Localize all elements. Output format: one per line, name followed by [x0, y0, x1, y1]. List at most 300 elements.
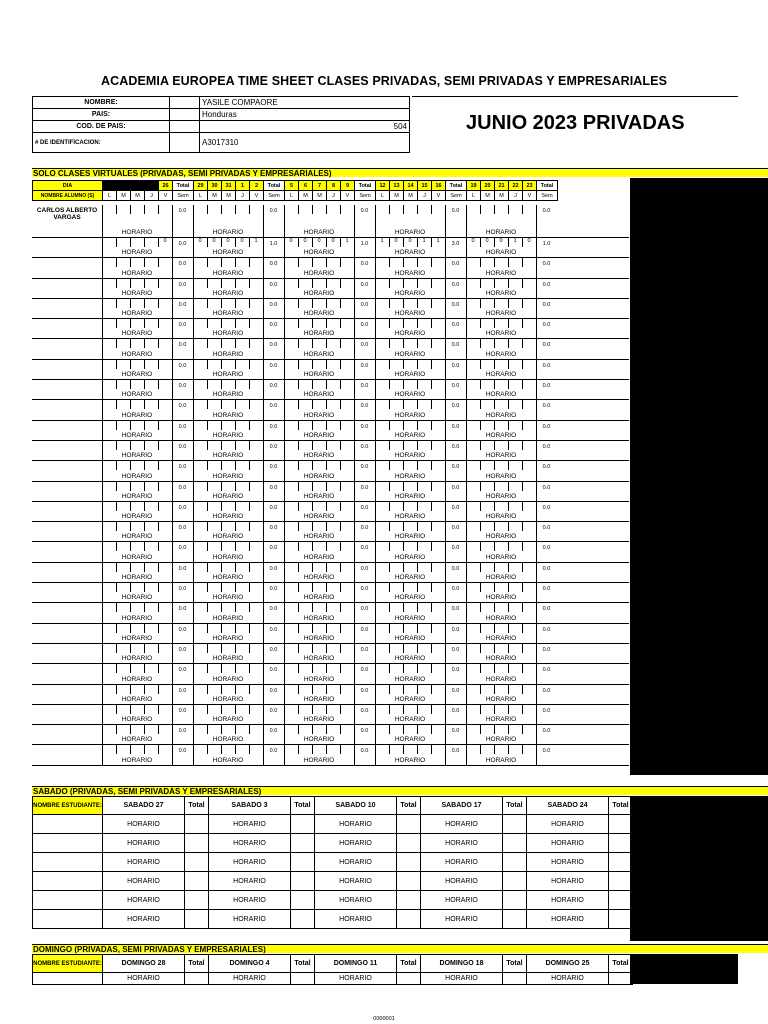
day-divider [312, 725, 313, 734]
weekend-total-cell[interactable] [185, 891, 209, 910]
day-divider [403, 319, 404, 328]
weekend-row[interactable] [33, 910, 633, 929]
weekend-day-header: DOMINGO 25 [527, 955, 609, 973]
day-divider [235, 299, 236, 308]
day-divider [480, 400, 481, 409]
horario-label: HORARIO [421, 973, 503, 985]
day-divider [235, 502, 236, 511]
virtual-rows [32, 205, 629, 766]
day-divider [340, 745, 341, 754]
student-row[interactable] [32, 421, 629, 441]
day-divider [130, 542, 131, 551]
day-divider [326, 360, 327, 369]
weekend-total-header: Total [291, 955, 315, 973]
day-divider [158, 441, 159, 450]
weekend-total-cell[interactable] [397, 872, 421, 891]
weekend-total-cell[interactable] [609, 872, 633, 891]
day-divider [389, 461, 390, 470]
day-divider [494, 299, 495, 308]
week-total: 0.0 [269, 545, 278, 552]
day-divider [480, 685, 481, 694]
student-row[interactable] [32, 725, 629, 745]
student-row[interactable] [32, 685, 629, 705]
student-row[interactable] [32, 205, 629, 238]
weekend-total-cell[interactable] [291, 910, 315, 929]
day-mark[interactable]: 1 [436, 238, 440, 244]
nombre-value[interactable]: YASILE COMPAORE [200, 97, 410, 109]
weekend-student-cell[interactable] [33, 910, 103, 929]
day-divider [403, 482, 404, 491]
horario-label: HORARIO [121, 655, 153, 663]
weekday-letter: M [481, 191, 495, 201]
horario-label: HORARIO [394, 229, 426, 236]
day-divider [431, 502, 432, 511]
day-mark[interactable]: 0 [163, 238, 167, 244]
day-divider [480, 339, 481, 348]
horario-label: HORARIO [209, 834, 291, 853]
student-row[interactable] [32, 360, 629, 380]
day-mark[interactable]: 0 [499, 238, 503, 244]
horario-label: HORARIO [303, 269, 335, 277]
weekend-row[interactable] [33, 973, 633, 985]
week-total: 0.0 [360, 646, 369, 653]
day-divider [431, 563, 432, 572]
week-total: 0.0 [269, 586, 278, 593]
student-row[interactable] [32, 339, 629, 359]
day-divider [144, 624, 145, 633]
student-row[interactable] [32, 542, 629, 562]
week-total: 0.0 [542, 667, 551, 674]
week-total: 0.0 [451, 261, 460, 268]
day-mark[interactable]: 0 [527, 238, 531, 244]
day-divider [389, 319, 390, 328]
student-row[interactable] [32, 258, 629, 278]
day-divider [235, 319, 236, 328]
weekend-total-cell[interactable] [185, 973, 209, 985]
weekday-letter: M [131, 191, 145, 201]
day-divider [389, 502, 390, 511]
day-mark[interactable]: 0 [331, 238, 335, 244]
weekend-total-cell[interactable] [397, 973, 421, 985]
weekday-letter: M [222, 191, 236, 201]
day-divider [508, 745, 509, 754]
day-divider [417, 461, 418, 470]
horario-label: HORARIO [527, 891, 609, 910]
week-total: 0.0 [269, 281, 278, 288]
day-divider [235, 380, 236, 389]
week-total: 0.0 [269, 504, 278, 511]
weekend-total-cell[interactable] [609, 891, 633, 910]
student-row[interactable] [32, 238, 629, 258]
weekend-row[interactable] [33, 891, 633, 910]
week-total: 0.0 [360, 261, 369, 268]
horario-label: HORARIO [485, 533, 517, 541]
student-row[interactable] [32, 482, 629, 502]
day-divider [417, 339, 418, 348]
student-row[interactable] [32, 441, 629, 461]
day-divider [494, 644, 495, 653]
day-divider [508, 205, 509, 214]
day-divider [116, 205, 117, 214]
day-divider [340, 279, 341, 288]
weekend-total-cell[interactable] [185, 853, 209, 872]
student-row[interactable] [32, 400, 629, 420]
weekend-total-header: Total [185, 955, 209, 973]
student-row[interactable] [32, 664, 629, 684]
day-divider [431, 705, 432, 714]
weekend-total-cell[interactable] [503, 891, 527, 910]
weekend-total-cell[interactable] [609, 853, 633, 872]
weekend-total-cell[interactable] [185, 815, 209, 834]
day-divider [116, 745, 117, 754]
weekend-total-cell[interactable] [503, 910, 527, 929]
day-mark[interactable]: 0 [303, 238, 307, 244]
day-mark[interactable]: 1 [513, 238, 517, 244]
horario-label: HORARIO [421, 815, 503, 834]
day-divider [417, 542, 418, 551]
horario-label: HORARIO [315, 891, 397, 910]
horario-label: HORARIO [394, 716, 426, 724]
day-divider [116, 258, 117, 267]
day-divider [298, 542, 299, 551]
day-cell: 16 [432, 181, 446, 191]
day-mark[interactable]: 0 [226, 238, 230, 244]
horario-label: HORARIO [421, 872, 503, 891]
day-divider [298, 380, 299, 389]
day-divider [116, 360, 117, 369]
weekend-total-cell[interactable] [185, 910, 209, 929]
day-divider [508, 502, 509, 511]
day-divider [144, 319, 145, 328]
cod-value[interactable]: 504 [200, 121, 410, 133]
student-row[interactable] [32, 461, 629, 481]
day-divider [522, 258, 523, 267]
horario-label: HORARIO [303, 350, 335, 358]
day-divider [158, 664, 159, 673]
weekend-student-cell[interactable] [33, 853, 103, 872]
day-divider [326, 482, 327, 491]
student-row[interactable] [32, 380, 629, 400]
day-divider [207, 502, 208, 511]
weekend-total-cell[interactable] [185, 834, 209, 853]
student-row[interactable] [32, 522, 629, 542]
day-divider [480, 664, 481, 673]
day-divider [130, 400, 131, 409]
week-total: 0.0 [269, 423, 278, 430]
week-total: 0.0 [360, 525, 369, 532]
weekend-student-cell[interactable] [33, 872, 103, 891]
day-mark[interactable]: 1 [254, 238, 258, 244]
horario-label: HORARIO [527, 834, 609, 853]
week-total: 0.0 [178, 586, 187, 593]
weekend-day-header: DOMINGO 4 [209, 955, 291, 973]
student-row[interactable] [32, 563, 629, 583]
horario-label: HORARIO [212, 614, 244, 622]
week-total: 0.0 [360, 484, 369, 491]
day-mark[interactable]: 0 [471, 238, 475, 244]
day-divider [130, 482, 131, 491]
day-divider [480, 583, 481, 592]
day-divider [494, 745, 495, 754]
horario-label: HORARIO [315, 872, 397, 891]
day-divider [116, 705, 117, 714]
horario-label: HORARIO [303, 310, 335, 318]
weekend-total-cell[interactable] [291, 891, 315, 910]
day-divider [403, 360, 404, 369]
student-row[interactable] [32, 279, 629, 299]
day-divider [235, 400, 236, 409]
weekend-total-cell[interactable] [397, 853, 421, 872]
day-divider [312, 624, 313, 633]
horario-label: HORARIO [394, 452, 426, 460]
horario-label: HORARIO [315, 853, 397, 872]
week-total: 0.0 [269, 261, 278, 268]
day-divider [340, 400, 341, 409]
week-total: 0.0 [178, 667, 187, 674]
day-divider [340, 624, 341, 633]
horario-label: HORARIO [121, 289, 153, 297]
day-divider [522, 279, 523, 288]
sem-header: Sem [355, 191, 376, 201]
weekend-total-cell[interactable] [503, 815, 527, 834]
weekend-total-cell[interactable] [503, 872, 527, 891]
day-divider [389, 421, 390, 430]
id-value[interactable]: A3017310 [200, 133, 410, 153]
day-divider [298, 482, 299, 491]
horario-label: HORARIO [485, 594, 517, 602]
weekday-letter: J [236, 191, 250, 201]
day-divider [130, 603, 131, 612]
student-row[interactable] [32, 583, 629, 603]
horario-label: HORARIO [421, 891, 503, 910]
weekend-total-cell[interactable] [609, 973, 633, 985]
week-total: 0.0 [360, 687, 369, 694]
day-mark[interactable]: 0 [408, 238, 412, 244]
student-row[interactable] [32, 644, 629, 664]
weekend-total-cell[interactable] [397, 815, 421, 834]
day-divider [298, 360, 299, 369]
day-divider [298, 279, 299, 288]
day-divider [326, 664, 327, 673]
day-divider [431, 380, 432, 389]
horario-label: HORARIO [212, 269, 244, 277]
week-total: 0.0 [269, 728, 278, 735]
day-cell: 29 [194, 181, 208, 191]
day-divider [312, 279, 313, 288]
horario-label: HORARIO [209, 910, 291, 929]
weekend-total-cell[interactable] [503, 853, 527, 872]
day-divider [326, 725, 327, 734]
day-divider [340, 644, 341, 653]
day-mark[interactable]: 1 [345, 238, 349, 244]
horario-label: HORARIO [394, 330, 426, 338]
horario-label: HORARIO [212, 736, 244, 744]
day-divider [158, 542, 159, 551]
weekend-total-cell[interactable] [503, 973, 527, 985]
day-divider [235, 624, 236, 633]
weekend-student-cell[interactable] [33, 973, 103, 985]
day-mark[interactable]: 0 [485, 238, 489, 244]
weekend-row[interactable] [33, 872, 633, 891]
day-divider [389, 725, 390, 734]
day-divider [144, 238, 145, 247]
horario-label: HORARIO [121, 411, 153, 419]
redacted-block-sabado [630, 796, 768, 941]
day-mark[interactable]: 1 [422, 238, 426, 244]
weekend-total-cell[interactable] [503, 834, 527, 853]
weekend-total-cell[interactable] [397, 891, 421, 910]
horario-label: HORARIO [394, 695, 426, 703]
week-total: 0.0 [451, 208, 460, 214]
day-divider [326, 705, 327, 714]
day-divider [249, 380, 250, 389]
day-divider [207, 380, 208, 389]
day-divider [298, 205, 299, 214]
horario-label: HORARIO [303, 553, 335, 561]
day-divider [221, 542, 222, 551]
day-divider [508, 360, 509, 369]
horario-label: HORARIO [121, 472, 153, 480]
horario-label: HORARIO [394, 391, 426, 399]
horario-label: HORARIO [485, 391, 517, 399]
student-row[interactable] [32, 745, 629, 765]
day-divider [144, 279, 145, 288]
day-divider [431, 461, 432, 470]
student-row[interactable] [32, 319, 629, 339]
day-cell: 15 [418, 181, 432, 191]
horario-label: HORARIO [485, 269, 517, 277]
day-mark[interactable]: 0 [198, 238, 202, 244]
day-divider [312, 644, 313, 653]
day-divider [312, 705, 313, 714]
week-total: 0.0 [360, 707, 369, 714]
day-divider [158, 482, 159, 491]
weekend-total-cell[interactable] [291, 853, 315, 872]
student-row[interactable] [32, 624, 629, 644]
day-divider [235, 421, 236, 430]
day-divider [389, 624, 390, 633]
day-mark[interactable]: 0 [289, 238, 293, 244]
weekday-letter: V [341, 191, 355, 201]
weekend-student-cell[interactable] [33, 891, 103, 910]
day-divider [207, 441, 208, 450]
day-cell: 13 [390, 181, 404, 191]
week-total: 0.0 [451, 545, 460, 552]
pais-value[interactable]: Honduras [200, 109, 410, 121]
day-divider [130, 563, 131, 572]
weekend-total-cell[interactable] [291, 872, 315, 891]
week-total: 1.0 [360, 241, 369, 247]
horario-label: HORARIO [121, 350, 153, 358]
week-total: 0.0 [178, 342, 187, 349]
day-divider [116, 279, 117, 288]
weekend-row[interactable] [33, 834, 633, 853]
horario-label: HORARIO [121, 492, 153, 500]
horario-label: HORARIO [212, 371, 244, 379]
day-divider [326, 339, 327, 348]
day-divider [116, 319, 117, 328]
weekend-total-cell[interactable] [397, 910, 421, 929]
weekend-total-cell[interactable] [291, 973, 315, 985]
day-mark[interactable]: 1 [380, 238, 384, 244]
day-cell: 2 [250, 181, 264, 191]
day-divider [144, 360, 145, 369]
week-total: 0.0 [269, 443, 278, 450]
day-divider [494, 441, 495, 450]
week-total: 0.0 [451, 443, 460, 450]
weekend-total-cell[interactable] [609, 815, 633, 834]
day-mark[interactable]: 0 [240, 238, 244, 244]
day-divider [431, 400, 432, 409]
week-total: 0.0 [360, 626, 369, 633]
weekend-day-header: SABADO 24 [527, 797, 609, 815]
day-divider [522, 624, 523, 633]
horario-label: HORARIO [121, 249, 153, 257]
student-row[interactable] [32, 502, 629, 522]
day-divider [130, 258, 131, 267]
day-divider [249, 205, 250, 214]
day-divider [326, 380, 327, 389]
day-mark[interactable]: 0 [212, 238, 216, 244]
weekend-total-cell[interactable] [397, 834, 421, 853]
day-divider [340, 258, 341, 267]
weekend-total-cell[interactable] [609, 910, 633, 929]
day-divider [389, 205, 390, 214]
horario-label: HORARIO [121, 269, 153, 277]
day-divider [508, 258, 509, 267]
day-divider [298, 624, 299, 633]
weekend-total-cell[interactable] [291, 834, 315, 853]
week-total: 0.0 [451, 525, 460, 532]
week-total: 0.0 [360, 443, 369, 450]
weekend-student-cell[interactable] [33, 834, 103, 853]
student-row[interactable] [32, 705, 629, 725]
day-divider [207, 421, 208, 430]
student-row[interactable] [32, 603, 629, 623]
day-mark[interactable]: 0 [394, 238, 398, 244]
day-divider [340, 421, 341, 430]
day-divider [158, 603, 159, 612]
student-row[interactable] [32, 299, 629, 319]
weekend-student-cell[interactable] [33, 815, 103, 834]
day-divider [417, 400, 418, 409]
day-divider [235, 441, 236, 450]
day-divider [298, 502, 299, 511]
day-divider [144, 380, 145, 389]
day-divider [207, 603, 208, 612]
weekend-total-cell[interactable] [291, 815, 315, 834]
horario-label: HORARIO [303, 330, 335, 338]
week-total: 0.0 [451, 586, 460, 593]
horario-label: HORARIO [212, 716, 244, 724]
weekend-total-cell[interactable] [609, 834, 633, 853]
weekend-total-cell[interactable] [185, 872, 209, 891]
day-mark[interactable]: 0 [317, 238, 321, 244]
weekend-row[interactable] [33, 815, 633, 834]
day-divider [312, 360, 313, 369]
day-divider [298, 563, 299, 572]
day-divider [158, 583, 159, 592]
weekday-letter: V [250, 191, 264, 201]
weekend-row[interactable] [33, 853, 633, 872]
day-divider [221, 563, 222, 572]
day-divider [389, 563, 390, 572]
horario-label: HORARIO [121, 594, 153, 602]
day-divider [508, 380, 509, 389]
horario-label: HORARIO [394, 289, 426, 297]
weekend-total-header: Total [609, 955, 633, 973]
day-cell: 30 [208, 181, 222, 191]
